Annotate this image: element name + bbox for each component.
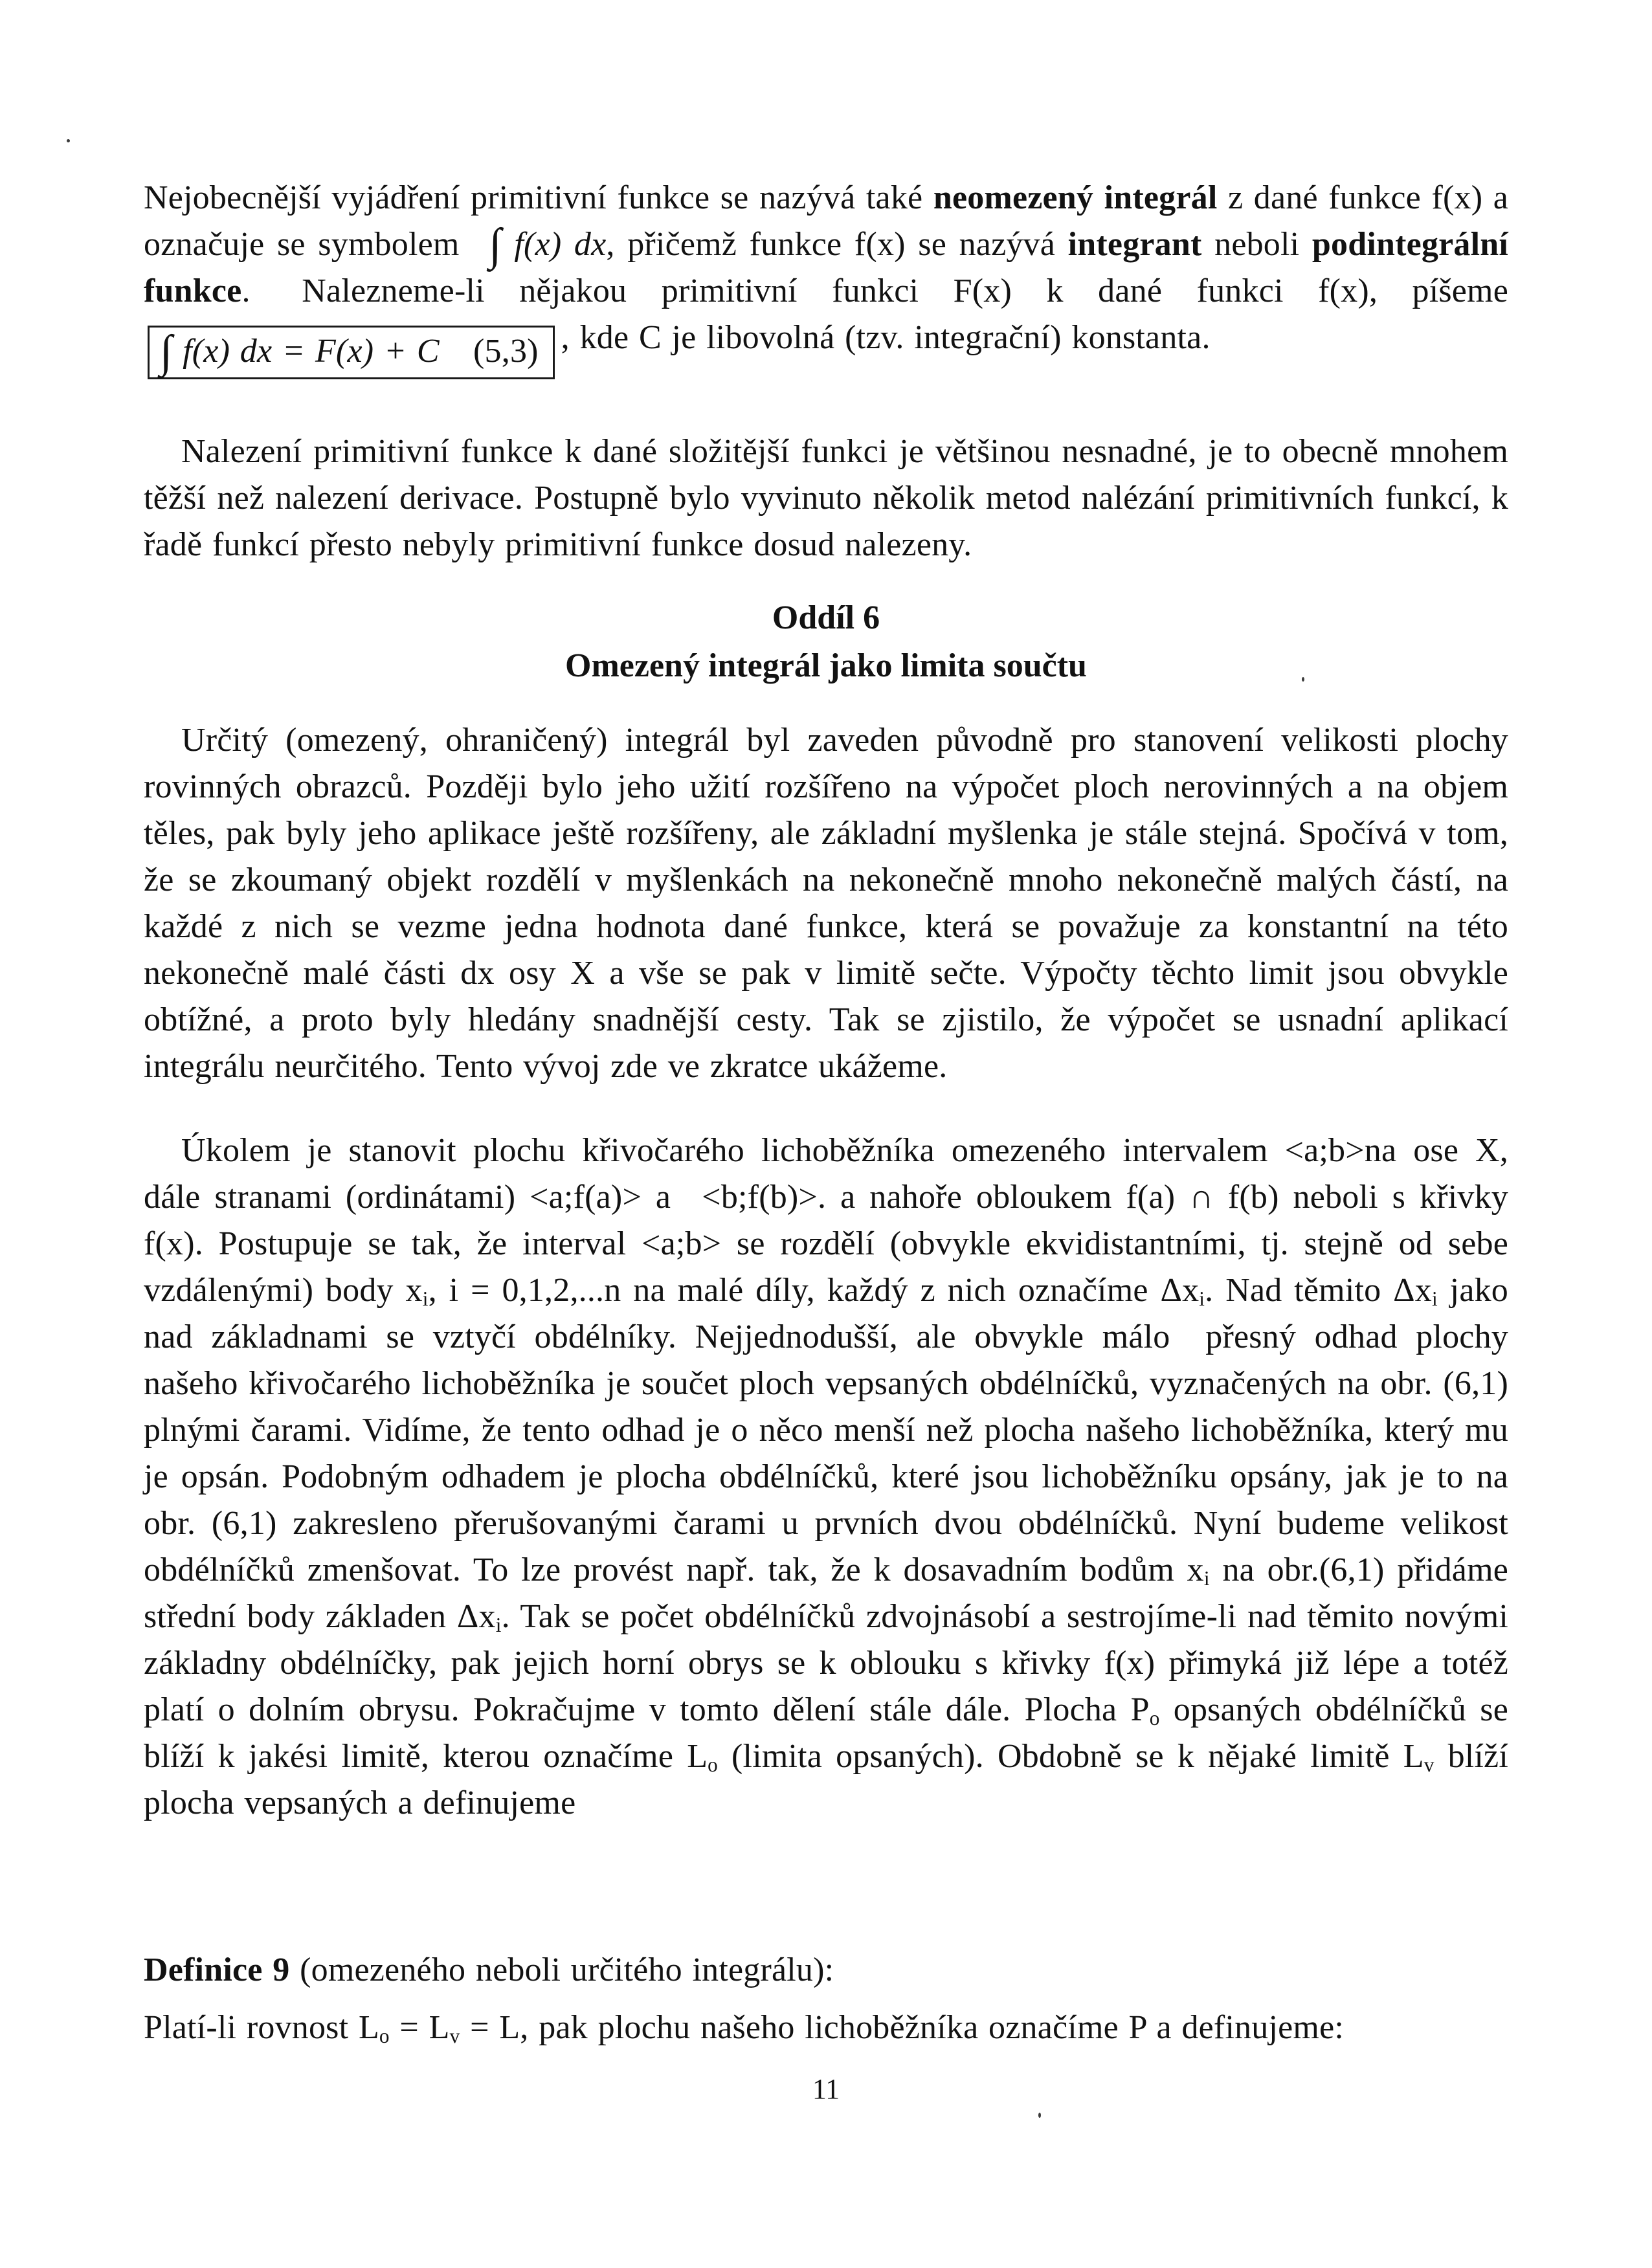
paragraph-finding-primitive-functions: Nalezení primitivní funkce k dané složitější funkci je většinou nesnadné, je to obecně mnohem těžší než nalezení derivace. Postupně bylo vyvinuto několik metod nalézání primitivních funkcí, k řadě funkcí přesto nebyly primitivní funkce dosud nalezeny. [144,433,1508,563]
page-number: 11 [812,2073,840,2105]
scan-speck [1038,2113,1041,2118]
definition-9-statement: Platí-li rovnost $L_o = L_v = L$, pak plochu našeho lichoběžníka označíme P a definujeme: [144,2009,1344,2047]
scan-speck [67,139,70,142]
paragraph-definite-integral-history: Určitý (omezený, ohraničený) integrál byl zaveden původně pro stanovení velikosti plochy rovinných obrazců. Později bylo jeho užití rozšířeno na výpočet ploch nerovinných a na objem těles, pak byly jeho aplikace ještě rozšířeny, ale základní myšlenka je stále stejná. Spočívá v tom, že se zkoumaný objekt rozdělí v myšlenkách na nekonečně mnoho nekonečně malých částí, na každé z nich se vezme jedna hodnota dané funkce, která se považuje za konstantní na této nekonečně malé části dx osy X a vše se pak v limitě sečte. Výpočty těchto limit jsou obvykle obtížné, a proto byly hledány snadnější cesty. Tak se zjistilo, že výpočet se usnadní aplikací integrálu neurčitého. Tento vývoj zde ve zkratce ukážeme. [144,722,1508,1085]
paragraph-curvilinear-trapezoid-area: Úkolem je stanovit plochu křivočarého lichoběžníka omezeného intervalem <a;b>na ose X, dále stranami (ordinátami) <a;f(a)> a <b;f(b)>. a nahoře obloukem f(a) ∩ f(b) neboli s křivky f(x). Postupuje se tak, že interval <a;b> se rozdělí (obvykle ekvidistantními, tj. stejně od sebe vzdálenými) body $x_i$, i = 0,1,2,...n na malé díly, každý z nich označíme $\Delta x_i$. Nad těmito $\Delta x_i$ jako nad základnami se vztyčí obdélníky. Nejjednodušší, ale obvykle málo přesný odhad plochy našeho křivočarého lichoběžníka je součet ploch vepsaných obdélníčků, vyznačených na obr. (6,1) plnými čarami. Vidíme, že tento odhad je o něco menší než plocha našeho lichoběžníka, který mu je opsán. Podobným odhadem je plocha obdélníčků, které jsou lichoběžníku opsány, jak je to na obr. (6,1) zakresleno přerušovanými čarami u prvních dvou obdélníčků. Nyní budeme velikost obdélníčků zmenšovat. To lze provést např. tak, že k dosavadním bodům $x_i$ na obr.(6,1) přidáme střední body základen $\Delta x_i$. Tak se počet obdélníčků zdvojnásobí a sestrojíme-li nad těmito novými základny obdélníčky, pak jejich horní obrys se k oblouku s křivky f(x) přimyká již lépe a totéž platí o dolním obrysu. Pokračujme v tomto dělení stále dále. Plocha $P_o$ opsaných obdélníčků se blíží k jakési limitě, kterou označíme $L_o$ (limita opsaných). Obdobně se k nějaké limitě $L_v$ blíží plocha vepsaných a definujeme [144,1132,1509,1821]
section-number: Oddíl 6 [772,599,880,636]
section-heading [0,594,1652,690]
paragraph-indefinite-integral-definition: Nejobecnější vyjádření primitivní funkce se nazývá také neomezený integrál z dané funkce f(x) a označuje se symbolem ∫ f(x) dx, přičemž funkce f(x) se nazývá integrant neboli podintegrální funkce. Nalezneme-li nějakou primitivní funkci F(x) k dané funkci f(x), píšeme ∫ f(x) dx = F(x) + C (5,3) , kde C je libovolná (tzv. integrační) konstanta. [144,175,1508,379]
section-title: Omezený integrál jako limita součtu [565,647,1087,684]
definition-9-heading: Definice 9 (omezeného neboli určitého integrálu): [144,1951,834,1988]
